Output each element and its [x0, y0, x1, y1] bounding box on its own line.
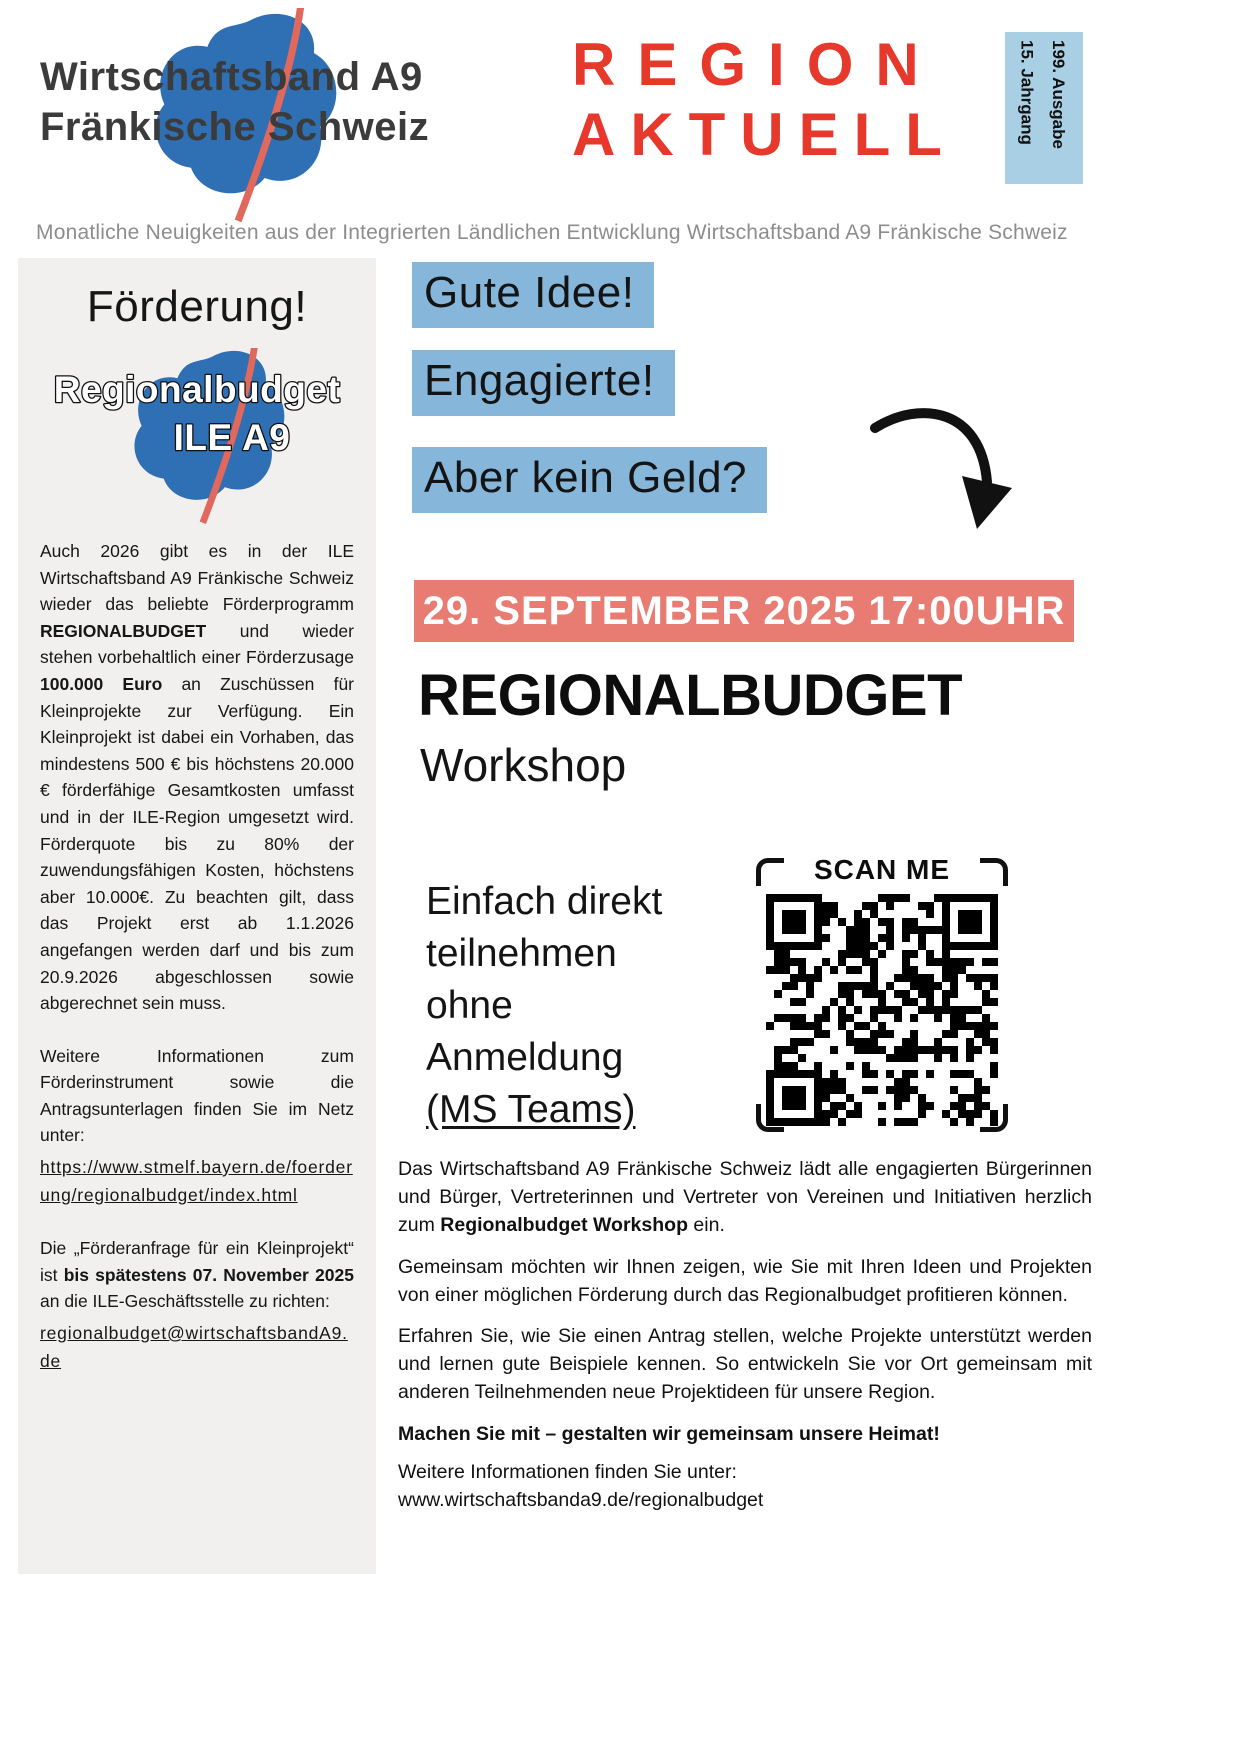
more-info — [398, 1459, 1092, 1515]
description-paragraph-1 — [398, 1156, 1092, 1240]
text-run: an Zuschüssen für Kleinprojekte zur Verfügung. Ein Kleinprojekt ist dabei ein Vorhaben, das mindestens 500 € bis höchstens 20.000 € förderfähige Gesamtkosten umfasst und in der ILE-Region umgesetzt wird. Förderquote bis zu 80% der zuwendungsfähigen Kosten, höchstens aber 10.000€. Zu beachten gilt, dass das Projekt erst ab 1.1.2026 angefangen werden darf und bis zum 20.9.2026 abgeschlossen sowie abgerechnet sein muss. — [40, 673, 354, 1014]
masthead-title — [572, 30, 957, 170]
scan-me-frame — [756, 854, 1008, 1132]
frame-corner-icon — [980, 858, 1008, 886]
text-run: an die ILE-Geschäftsstelle zu richten: — [40, 1291, 330, 1312]
sidebar-paragraph-funding — [40, 538, 354, 1017]
scan-me-label: SCAN ME — [813, 854, 951, 885]
org-name-line1: Wirtschaftsband A9 — [40, 55, 423, 99]
sidebar-paragraph-info: Weitere Informationen zum Förderinstrument sowie die Antragsunterlagen finden Sie im Netz unter: — [40, 1045, 354, 1146]
regionalbudget-logo — [40, 348, 354, 526]
frame-corner-icon — [980, 1104, 1008, 1132]
frame-corner-icon — [756, 1104, 784, 1132]
highlight-engagierte: Engagierte! — [412, 350, 675, 416]
edition-issue: 199. Ausgabe — [1048, 40, 1068, 149]
join-line: ohne — [426, 984, 513, 1027]
bold-deadline: bis spätestens 07. November 2025 — [63, 1264, 354, 1285]
newsletter-tagline: Monatliche Neuigkeiten aus der Integrierten Ländlichen Entwicklung Wirtschaftsband A9 Fränkische Schweiz — [36, 221, 1068, 244]
edition-volume: 15. Jahrgang — [1017, 40, 1037, 145]
funding-sidebar — [18, 258, 376, 1574]
qr-code — [766, 894, 998, 1126]
highlight-kein-geld: Aber kein Geld? — [412, 447, 767, 513]
text-run: Die „Förderanfrage für ein Kleinprojekt“ ist — [40, 1238, 354, 1285]
text-run: und wieder stehen vorbehaltlich einer Förderzusage — [40, 620, 354, 668]
description-paragraph-3: Erfahren Sie, wie Sie einen Antrag stellen, welche Projekte unterstützt werden und lernen gute Beispiele kennen. So entwickeln Sie vor Ort gemeinsam mit anderen Teilnehmenden neue Projektideen für unsere Region. — [398, 1325, 1092, 1404]
sidebar-heading: Förderung! — [86, 282, 308, 331]
event-date-banner: 29. SEPTEMBER 2025 17:00UHR — [414, 580, 1074, 642]
ms-teams-link[interactable]: (MS Teams) — [426, 1088, 636, 1131]
join-line: teilnehmen — [426, 932, 617, 975]
curved-arrow-icon — [865, 400, 1015, 560]
highlight-gute-idee: Gute Idee! — [412, 262, 654, 328]
org-name — [40, 30, 480, 152]
masthead-line1: REGION — [572, 31, 941, 98]
bold-workshop: Regionalbudget Workshop — [440, 1213, 688, 1236]
text-run: ein. — [688, 1213, 725, 1236]
event-title: REGIONALBUDGET — [418, 663, 962, 728]
bold-regionalbudget: REGIONALBUDGET — [40, 620, 207, 641]
masthead-line2: AKTUELL — [572, 101, 957, 169]
text-run: Auch 2026 gibt es in der ILE Wirtschaftsband A9 Fränkische Schweiz wieder das beliebte Förderprogramm — [40, 541, 354, 615]
event-subtitle: Workshop — [420, 739, 627, 791]
event-description — [398, 1156, 1092, 1529]
org-logo — [40, 30, 480, 215]
frame-corner-icon — [756, 858, 784, 886]
logo-text-line1: Regionalbudget — [53, 369, 341, 410]
more-info-url: www.wirtschaftsbanda9.de/regionalbudget — [398, 1488, 764, 1511]
edition-box — [1005, 32, 1083, 184]
join-line: Einfach direkt — [426, 880, 663, 923]
org-name-line2: Fränkische Schweiz — [40, 105, 430, 149]
workshop-main — [398, 258, 1092, 1754]
email-link[interactable]: regionalbudget@wirtschaftsbandA9.de — [40, 1322, 348, 1371]
logo-text-line2: ILE A9 — [173, 417, 291, 458]
more-info-line1: Weitere Informationen finden Sie unter: — [398, 1460, 737, 1483]
funding-info-link[interactable]: https://www.stmelf.bayern.de/foerderung/regionalbudget/index.html — [40, 1157, 353, 1206]
description-paragraph-2: Gemeinsam möchten wir Ihnen zeigen, wie Sie mit Ihren Ideen und Projekten von einer möglichen Förderung durch das Regionalbudget profitieren können. — [398, 1255, 1092, 1306]
text-run: Das Wirtschaftsband A9 Fränkische Schweiz lädt alle engagierten Bürgerinnen und Bürger, Vertreterinnen und Vertreter von Vereinen und Initiativen herzlich zum — [398, 1158, 1092, 1236]
sidebar-paragraph-deadline — [40, 1235, 354, 1315]
call-to-action: Machen Sie mit – gestalten wir gemeinsam unsere Heimat! — [398, 1423, 940, 1445]
join-line: Anmeldung — [426, 1036, 624, 1079]
bold-amount: 100.000 Euro — [40, 673, 163, 694]
participation-note — [426, 876, 756, 1136]
